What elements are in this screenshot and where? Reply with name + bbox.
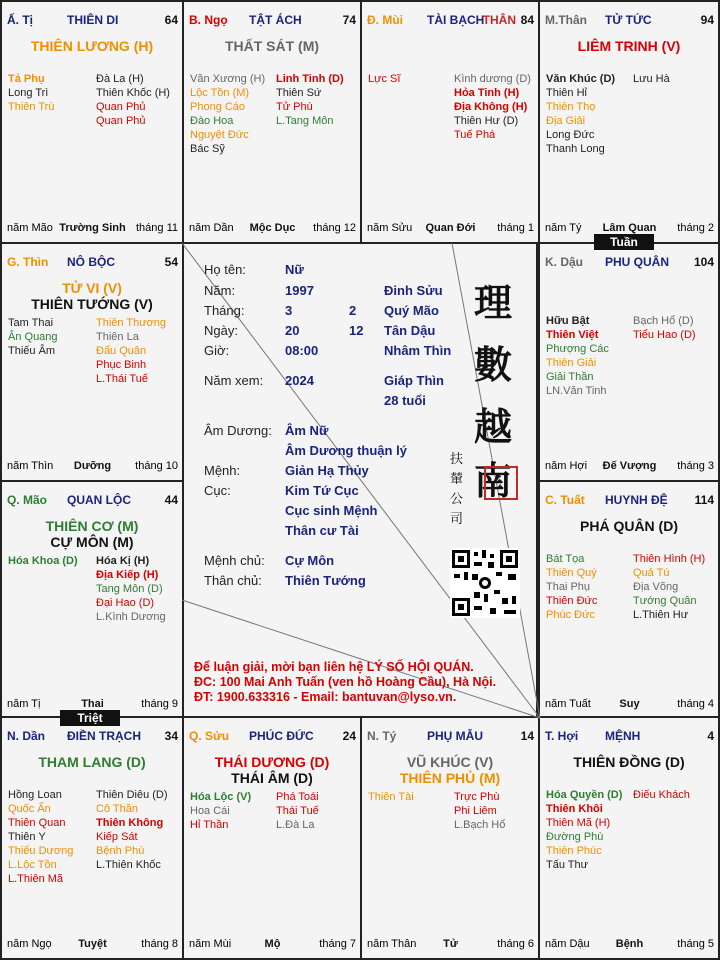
palace-position: N. Tý	[367, 729, 397, 743]
minor-star: Bạch Hổ (D)	[633, 315, 694, 327]
triet-tag: Triệt	[60, 710, 120, 726]
month-label: tháng 12	[313, 222, 356, 234]
minor-star: Tang Môn (D)	[96, 583, 163, 595]
minor-stars-right	[276, 790, 319, 832]
palace-name: TÀI BẠCH	[427, 13, 485, 27]
palace-header	[7, 255, 178, 271]
minor-star: Thiên Mã (H)	[546, 817, 611, 829]
minor-stars-right	[96, 72, 170, 128]
palace-content-than	[538, 0, 720, 244]
palace-name: TỬ TỨC	[605, 13, 652, 27]
palace-number: 4	[707, 729, 714, 743]
palace-name: QUAN LỘC	[67, 493, 131, 507]
minor-star: Địa Kiếp (H)	[96, 569, 159, 581]
minor-stars-left	[8, 788, 73, 886]
palace-content-dan	[0, 716, 184, 960]
life-phase: Quan Đới	[425, 222, 476, 234]
contact-note-1: Để luận giải, mời bạn liên hệ LÝ SỐ HỘI QUÁN.	[194, 660, 474, 674]
minor-stars-left	[8, 554, 78, 568]
palace-number: 54	[164, 255, 178, 269]
minor-star: Hóa Kị (H)	[96, 555, 150, 567]
minor-star: Đường Phù	[546, 831, 604, 843]
minor-stars-left	[8, 72, 54, 114]
minor-star: Đại Hao (D)	[96, 597, 155, 609]
minor-star: Hóa Lộc (V)	[190, 791, 252, 803]
minor-star: Thiên Hình (H)	[633, 553, 706, 565]
palace-name: THIÊN DI	[67, 13, 119, 27]
main-star: THAM LANG (D)	[38, 754, 146, 770]
am-duong-label: Âm Dương:	[204, 423, 272, 438]
nam-can-chi: Đinh Sửu	[384, 283, 443, 298]
nam-label: Năm:	[204, 283, 236, 298]
qr-code-icon	[450, 548, 520, 618]
minor-star: Tử Phù	[276, 101, 313, 113]
menh-chu-label: Mệnh chủ:	[204, 553, 265, 568]
ngay-am-value: 12	[349, 323, 364, 338]
minor-star: Thiên Hỉ	[546, 87, 587, 99]
minor-star: Thai Phụ	[546, 581, 591, 593]
minor-star: Thiên Khốc (H)	[96, 87, 170, 99]
minor-star: Thiên Không	[96, 817, 164, 829]
minor-stars-left	[546, 72, 615, 156]
palace-footer	[7, 698, 178, 712]
palace-header	[545, 13, 714, 29]
year-label: năm Dần	[189, 222, 234, 234]
palace-number: 84	[520, 13, 534, 27]
main-star: THẤT SÁT (M)	[224, 38, 320, 54]
palace-footer	[545, 938, 714, 952]
palace-number: 64	[164, 13, 178, 27]
life-phase: Dưỡng	[73, 460, 112, 472]
palace-footer	[545, 460, 714, 474]
minor-stars-right	[276, 72, 344, 128]
minor-star: Thanh Long	[546, 143, 605, 155]
minor-star: L.Thiên Mã	[8, 873, 64, 885]
minor-star: Phúc Đức	[546, 609, 595, 621]
minor-star: Hỉ Thần	[190, 819, 229, 831]
minor-star: Phi Liêm	[454, 805, 497, 817]
minor-star: Bệnh Phù	[96, 845, 145, 857]
minor-star: Linh Tinh (D)	[276, 73, 344, 85]
minor-star: Hóa Quyền (D)	[546, 789, 623, 801]
than-chu-label: Thân chủ:	[204, 573, 262, 588]
palace-header	[545, 729, 714, 745]
palace-position: N. Dần	[7, 729, 46, 743]
calligraphy-char-2: 數	[474, 342, 513, 387]
minor-star: Thiên Tài	[368, 791, 414, 803]
year-label: năm Thân	[367, 938, 417, 950]
minor-star: Thiên Y	[8, 831, 46, 843]
palace-footer	[7, 460, 178, 474]
cuc-3: Thân cư Tài	[285, 523, 359, 538]
palace-header	[367, 13, 534, 29]
gio-value: 08:00	[285, 343, 319, 358]
minor-star: Đẩu Quân	[96, 345, 147, 357]
minor-star: Thiên Diêu (D)	[96, 789, 168, 801]
palace-content-ty	[360, 716, 540, 960]
thang-label: Tháng:	[204, 303, 245, 318]
minor-star: Thiên Sứ	[276, 87, 322, 99]
minor-stars-left	[190, 72, 265, 156]
than-marker: THÂN	[482, 13, 516, 27]
minor-star: Văn Khúc (D)	[546, 73, 616, 85]
minor-star: Địa Giải	[546, 115, 586, 127]
palace-content-mao	[0, 480, 184, 720]
minor-star: Hồng Loan	[8, 789, 62, 801]
minor-stars-right	[633, 552, 705, 622]
palace-name: TẬT ÁCH	[249, 13, 302, 27]
palace-number: 34	[164, 729, 178, 743]
palace-footer	[7, 938, 178, 952]
contact-note-3: ĐT: 1900.633316 - Email: bantuvan@lyso.vn.	[194, 690, 457, 704]
palace-number: 24	[342, 729, 356, 743]
minor-star: Lưu Hà	[633, 73, 670, 85]
minor-star: Thiên Quan	[8, 817, 66, 829]
thang-value: 3	[285, 303, 293, 318]
palace-content-hoi	[538, 716, 720, 960]
minor-star: Hỏa Tinh (H)	[454, 87, 520, 99]
year-label: năm Dậu	[545, 938, 590, 950]
year-label: năm Hợi	[545, 460, 588, 472]
seal-small-text: 扶 輦 公 司	[450, 452, 464, 527]
palace-position: K. Dậu	[545, 255, 584, 269]
minor-star: Phượng Các	[546, 343, 609, 355]
minor-stars-left	[546, 552, 597, 622]
minor-star: Long Trì	[8, 87, 49, 99]
minor-star: Tuế Phá	[454, 129, 496, 141]
palace-name: ĐIỀN TRẠCH	[67, 729, 141, 743]
minor-star: Ân Quang	[8, 331, 58, 343]
contact-note-2: ĐC: 100 Mai Anh Tuấn (ven hồ Hoàng Cầu), Hà Nội.	[194, 675, 497, 689]
minor-star: Quan Phủ	[96, 101, 146, 113]
gio-label: Giờ:	[204, 343, 230, 358]
palace-number: 74	[342, 13, 356, 27]
minor-star: Trực Phù	[454, 791, 500, 803]
year-label: năm Ngọ	[7, 938, 52, 950]
cuc-2: Cục sinh Mệnh	[285, 503, 378, 518]
palace-header	[7, 493, 178, 509]
minor-star: L.Bạch Hổ	[454, 819, 506, 831]
life-phase: Trường Sinh	[59, 222, 126, 234]
palace-footer	[189, 938, 356, 952]
nam-xem-label: Năm xem:	[204, 373, 264, 388]
minor-stars-left	[368, 790, 414, 804]
minor-stars-left	[546, 314, 609, 398]
year-label: năm Mão	[7, 222, 53, 234]
palace-name: PHỤ MẪU	[427, 729, 483, 743]
life-phase: Lâm Quan	[602, 222, 657, 234]
minor-star: Bác Sỹ	[190, 143, 225, 155]
main-star: LIÊM TRINH (V)	[577, 38, 681, 54]
palace-position: Q. Mão	[7, 493, 48, 507]
minor-stars-left	[190, 790, 251, 832]
palace-position: B. Ngọ	[189, 13, 228, 27]
palace-name: HUYNH ĐỆ	[605, 493, 668, 507]
palace-header	[7, 729, 178, 745]
palace-number: 14	[520, 729, 534, 743]
minor-stars-left	[8, 316, 58, 358]
year-label: năm Tị	[7, 698, 41, 710]
main-star-2: THIÊN PHỦ (M)	[399, 770, 501, 786]
palace-position: Q. Sửu	[189, 729, 230, 743]
minor-star: Thiên Khôi	[546, 803, 603, 815]
palace-name: MỆNH	[605, 729, 641, 743]
minor-star: L.Tang Môn	[276, 115, 334, 127]
palace-name: PHÚC ĐỨC	[249, 729, 314, 743]
minor-star: Điếu Khách	[633, 789, 690, 801]
minor-star: Hữu Bật	[546, 315, 590, 327]
palace-position: G. Thìn	[7, 255, 49, 269]
minor-stars-right	[633, 314, 696, 342]
life-phase: Tử	[443, 938, 458, 950]
minor-star: Thiên La	[96, 331, 139, 343]
palace-header	[7, 13, 178, 29]
main-star: TỬ VI (V)	[62, 280, 122, 296]
minor-star: L.Thiên Hư	[633, 609, 689, 621]
main-star: VŨ KHÚC (V)	[406, 754, 494, 770]
minor-star: Quả Tú	[633, 567, 670, 579]
minor-star: Tấu Thư	[546, 859, 589, 871]
palace-position: C. Tuất	[545, 493, 585, 507]
life-phase: Mộ	[264, 938, 281, 950]
palace-header	[545, 493, 714, 509]
palace-name: PHU QUÂN	[605, 255, 670, 269]
palace-header	[189, 13, 356, 29]
minor-stars-right	[96, 554, 166, 624]
year-label: năm Thìn	[7, 460, 54, 472]
minor-star: Lộc Tồn (M)	[190, 87, 250, 99]
minor-star: Hóa Khoa (D)	[8, 555, 78, 567]
am-duong-2: Âm Dương thuận lý	[285, 443, 407, 458]
minor-star: Thiên Thương	[96, 317, 167, 329]
minor-star: LN.Văn Tinh	[546, 385, 607, 397]
palace-header	[545, 255, 714, 271]
minor-star: Cô Thần	[96, 803, 138, 815]
minor-star: Thái Tuế	[276, 805, 319, 817]
palace-footer	[7, 222, 178, 236]
cuc-label: Cục:	[204, 483, 231, 498]
red-seal-icon	[484, 466, 518, 500]
month-label: tháng 7	[319, 938, 356, 950]
palace-footer	[367, 222, 534, 236]
minor-star: Văn Xương (H)	[190, 73, 266, 85]
thang-can-chi: Quý Mão	[384, 303, 439, 318]
main-star-2: CỰ MÔN (M)	[50, 534, 134, 550]
main-star-2: THIÊN TƯỚNG (V)	[31, 296, 153, 312]
year-label: năm Tuất	[545, 698, 591, 710]
minor-star: Tả Phụ	[8, 73, 45, 85]
palace-footer	[545, 698, 714, 712]
ho-ten-value: Nữ	[285, 262, 304, 277]
tuan-tag: Tuần	[594, 234, 654, 250]
minor-stars-right	[454, 72, 531, 142]
tuoi-value: 28 tuổi	[384, 393, 426, 408]
minor-star: Địa Võng	[633, 581, 679, 593]
life-phase: Mộc Dục	[249, 222, 296, 234]
minor-stars-right	[633, 72, 670, 86]
main-star-2: THÁI ÂM (D)	[231, 770, 313, 786]
calligraphy-char-3: 越	[474, 404, 513, 449]
year-label: năm Mùi	[189, 938, 232, 950]
palace-content-tuat	[538, 480, 720, 720]
minor-stars-left	[546, 788, 622, 872]
minor-star: Đà La (H)	[96, 73, 144, 85]
minor-star: Quốc Ấn	[8, 803, 51, 815]
nam-xem-can-chi: Giáp Thìn	[384, 373, 444, 388]
menh-label: Mệnh:	[204, 463, 241, 478]
minor-star: Long Đức	[546, 129, 595, 141]
main-star: THÁI DƯƠNG (D)	[214, 754, 330, 770]
am-duong-value: Âm Nữ	[285, 423, 329, 438]
minor-star: Quan Phủ	[96, 115, 146, 127]
gio-can-chi: Nhâm Thìn	[384, 343, 452, 358]
life-phase: Đế Vượng	[602, 460, 657, 472]
life-phase: Thai	[81, 698, 104, 710]
palace-position: M.Thân	[545, 13, 587, 27]
minor-stars-right	[633, 788, 690, 802]
minor-stars-right	[96, 316, 166, 386]
minor-star: Tiểu Hao (D)	[633, 329, 696, 341]
palace-name: NÔ BỘC	[67, 255, 115, 269]
month-label: tháng 6	[497, 938, 534, 950]
palace-content-suu	[182, 716, 362, 960]
minor-star: Tam Thai	[8, 317, 54, 329]
month-label: tháng 2	[677, 222, 714, 234]
life-phase: Bệnh	[615, 938, 644, 950]
palace-number: 114	[694, 493, 714, 507]
calligraphy-char-4: 南	[474, 458, 513, 503]
palace-header	[367, 729, 534, 745]
nam-xem-value: 2024	[285, 373, 314, 388]
cuc-value: Kim Tứ Cục	[285, 483, 359, 498]
menh-chu-value: Cự Môn	[285, 553, 335, 568]
minor-star: Bát Tọa	[546, 553, 585, 565]
thang-am-value: 2	[349, 303, 357, 318]
minor-star: L.Thiên Khốc	[96, 859, 161, 871]
year-label: năm Sửu	[367, 222, 413, 234]
menh-value: Giản Hạ Thủy	[285, 463, 369, 478]
minor-star: Thiên Thọ	[546, 101, 596, 113]
ho-ten-label: Họ tên:	[204, 262, 246, 277]
month-label: tháng 9	[141, 698, 178, 710]
main-star: PHÁ QUÂN (D)	[580, 518, 678, 534]
minor-star: Thiên Phúc	[546, 845, 602, 857]
palace-content-ngo	[182, 0, 362, 244]
palace-number: 104	[693, 255, 714, 269]
minor-star: Đào Hoa	[190, 115, 234, 127]
minor-star: Thiên Trù	[8, 101, 55, 113]
palace-footer	[367, 938, 534, 952]
month-label: tháng 8	[141, 938, 178, 950]
palace-number: 44	[164, 493, 178, 507]
minor-star: L.Thái Tuế	[96, 373, 148, 385]
palace-footer	[189, 222, 356, 236]
nam-value: 1997	[285, 283, 314, 298]
month-label: tháng 4	[677, 698, 714, 710]
minor-star: L.Lộc Tồn	[8, 859, 57, 871]
palace-header	[189, 729, 356, 745]
minor-stars-left	[368, 72, 400, 86]
main-star: THIÊN ĐỒNG (D)	[573, 754, 685, 770]
minor-stars-right	[454, 790, 505, 832]
minor-star: Hoa Cái	[190, 805, 230, 817]
minor-star: Thiên Quý	[546, 567, 597, 579]
minor-star: Phục Binh	[96, 359, 147, 371]
palace-content-mui	[360, 0, 540, 244]
ngay-label: Ngày:	[204, 323, 238, 338]
minor-star: Thiên Việt	[546, 329, 599, 341]
month-label: tháng 1	[497, 222, 534, 234]
minor-star: Giải Thần	[546, 371, 594, 383]
minor-star: Kình dương (D)	[454, 73, 531, 85]
calligraphy-char-1: 理	[474, 280, 513, 325]
minor-star: Địa Không (H)	[454, 101, 528, 113]
main-star: THIÊN CƠ (M)	[45, 518, 139, 534]
minor-star: Thiếu Dương	[8, 845, 74, 857]
palace-number: 94	[700, 13, 714, 27]
month-label: tháng 10	[135, 460, 178, 472]
palace-content-dau	[538, 242, 720, 482]
minor-star: Thiên Đức	[546, 595, 598, 607]
minor-star: L.Kình Dương	[96, 611, 166, 623]
minor-star: Lực Sĩ	[368, 73, 401, 85]
minor-star: Thiếu Âm	[8, 345, 56, 357]
minor-star: Phá Toái	[276, 791, 319, 803]
minor-stars-right	[96, 788, 168, 872]
minor-star: Phong Cáo	[190, 101, 246, 113]
main-star: THIÊN LƯƠNG (H)	[30, 38, 154, 54]
minor-star: Tướng Quân	[633, 595, 697, 607]
month-label: tháng 3	[677, 460, 714, 472]
palace-footer	[545, 222, 714, 236]
palace-position: Ấ. Tị	[7, 13, 33, 27]
minor-star: Nguyệt Đức	[190, 129, 249, 141]
minor-star: L.Đà La	[276, 819, 315, 831]
year-label: năm Tý	[545, 222, 582, 234]
ngay-can-chi: Tân Dậu	[384, 323, 436, 338]
minor-star: Thiên Giải	[546, 357, 597, 369]
minor-star: Kiếp Sát	[96, 831, 138, 843]
life-phase: Suy	[619, 698, 640, 710]
month-label: tháng 5	[677, 938, 714, 950]
minor-star: Thiên Hư (D)	[454, 115, 519, 127]
than-chu-value: Thiên Tướng	[285, 573, 366, 588]
palace-content-ti	[0, 0, 184, 244]
life-phase: Tuyệt	[78, 938, 107, 950]
palace-content-thin	[0, 242, 184, 482]
palace-position: T. Hợi	[545, 729, 579, 743]
palace-position: Đ. Mùi	[367, 13, 403, 27]
month-label: tháng 11	[135, 222, 178, 234]
ngay-value: 20	[285, 323, 300, 338]
